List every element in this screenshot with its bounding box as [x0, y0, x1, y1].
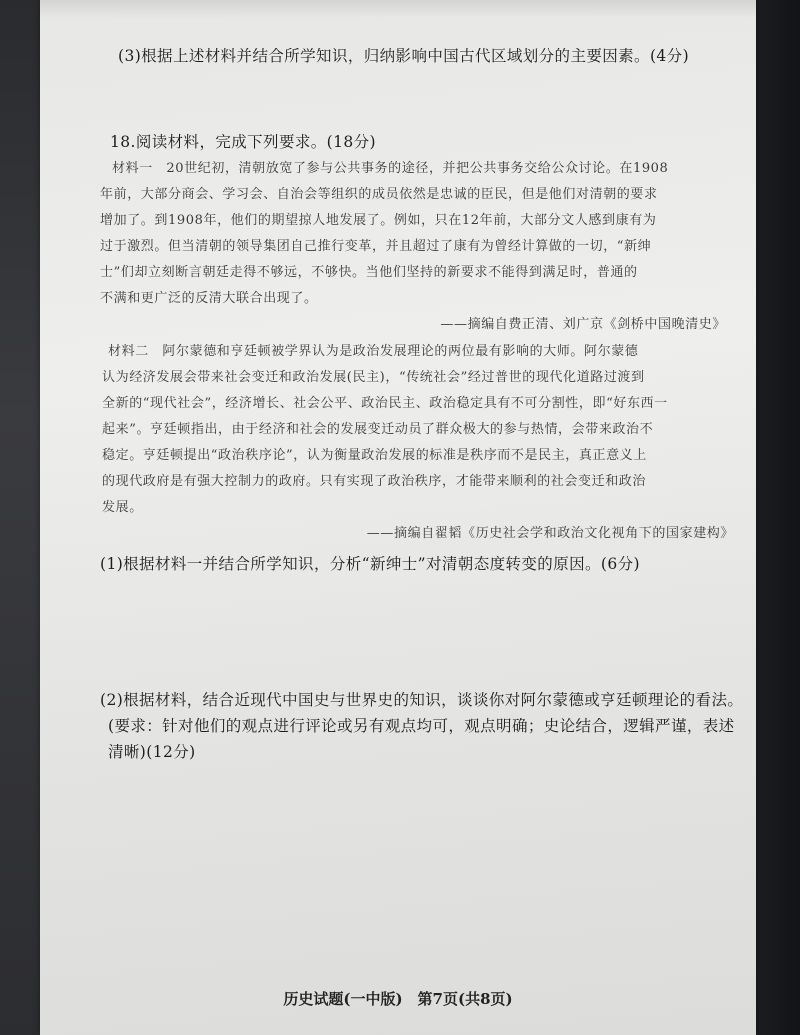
- material2-line: 稳定。亨廷顿提出“政治秩序论”，认为衡量政治发展的标准是秩序而不是民主，真正意义上: [102, 448, 647, 463]
- q18-sub1: (1)根据材料一并结合所学知识，分析“新绅士”对清朝态度转变的原因。(6分): [100, 555, 640, 573]
- material2-source: ——摘编自翟韬《历史社会学和政治文化视角下的国家建构》: [366, 526, 734, 541]
- desk-edge: [752, 0, 800, 1035]
- material1-line: 士”们却立刻断言朝廷走得不够远，不够快。当他们坚持的新要求不能得到满足时，普通的: [100, 265, 638, 280]
- material2-line: 全新的“现代社会”，经济增长、社会公平、政治民主、政治稳定具有不可分割性，即“好东西一: [102, 396, 668, 411]
- material1-line: 材料一 20世纪初，清朝放宽了参与公共事务的途径，并把公共事务交给公众讨论。在1908: [112, 161, 669, 176]
- material2-line: 起来”。亨廷顿指出，由于经济和社会的发展变迁动员了群众极大的参与热情，会带来政治不: [102, 422, 654, 437]
- q18-sub2-line: (2)根据材料，结合近现代中国史与世界史的知识，谈谈你对阿尔蒙德或亨廷顿理论的看法。: [100, 691, 744, 709]
- page-footer: 历史试题(一中版) 第7页(共8页): [283, 990, 513, 1008]
- material1-line: 年前，大部分商会、学习会、自治会等组织的成员依然是忠诚的臣民，但是他们对清朝的要求: [100, 187, 658, 202]
- q17-sub3: (3)根据上述材料并结合所学知识，归纳影响中国古代区域划分的主要因素。(4分): [118, 47, 690, 65]
- material1-source: ——摘编自费正清、刘广京《剑桥中国晚清史》: [440, 317, 726, 332]
- exam-page: [40, 0, 756, 1035]
- material2-line: 材料二 阿尔蒙德和亨廷顿被学界认为是政治发展理论的两位最有影响的大师。阿尔蒙德: [108, 344, 639, 359]
- material1-line: 过于激烈。但当清朝的领导集团自己推行变革，并且超过了康有为曾经计算做的一切，“新绅: [100, 239, 652, 254]
- q18-heading: 18.阅读材料，完成下列要求。(18分): [110, 133, 376, 151]
- material2-line: 的现代政府是有强大控制力的政府。只有实现了政治秩序，才能带来顺利的社会变迁和政治: [102, 474, 647, 489]
- material1-line: 增加了。到1908年，他们的期望掠人地发展了。例如，只在12年前，大部分文人感到康有为: [100, 213, 657, 228]
- page-shadow: [40, 0, 756, 18]
- material1-line: 不满和更广泛的反清大联合出现了。: [100, 291, 318, 306]
- material2-line: 认为经济发展会带来社会变迁和政治发展(民主)，“传统社会”经过普世的现代化道路过渡到: [102, 370, 645, 385]
- q18-sub2-line: (要求：针对他们的观点进行评论或另有观点均可，观点明确；史论结合，逻辑严谨，表述: [108, 717, 735, 735]
- material2-line: 发展。: [102, 500, 143, 515]
- q18-sub2-line: 清晰)(12分): [108, 743, 196, 761]
